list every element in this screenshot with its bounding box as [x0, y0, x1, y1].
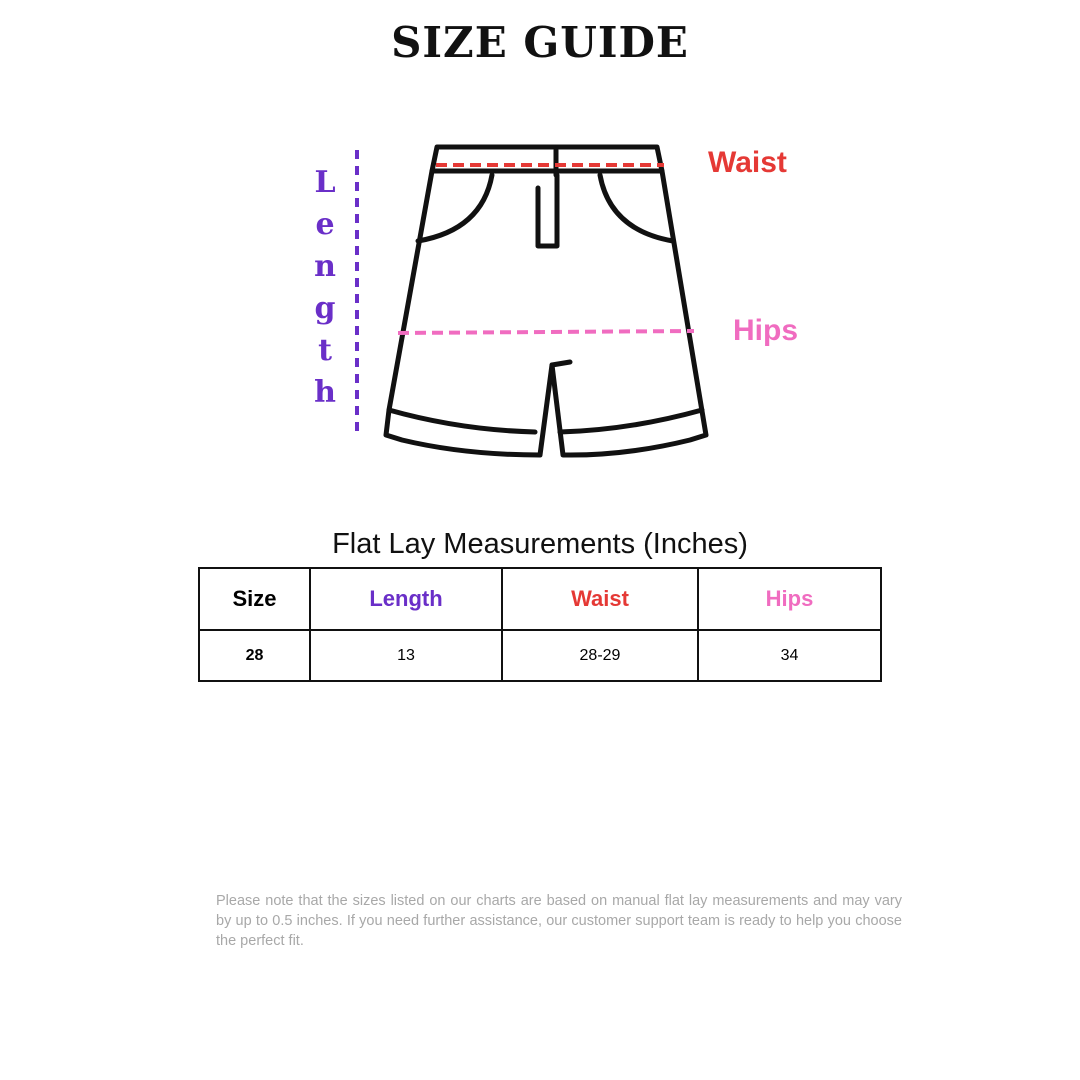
- cell-waist: 28-29: [502, 630, 698, 681]
- page-title: SIZE GUIDE: [391, 18, 689, 67]
- length-letter: e: [315, 207, 335, 242]
- table-row: [199, 630, 881, 681]
- header-length: Length: [310, 568, 502, 630]
- length-letter: L: [314, 165, 336, 200]
- cell-length: 13: [310, 630, 502, 681]
- length-letter: t: [318, 333, 332, 368]
- hips-measure-line: [398, 331, 694, 333]
- waist-label: Waist: [708, 146, 787, 179]
- header-hips: Hips: [698, 568, 881, 630]
- length-letter: n: [314, 249, 336, 284]
- length-letter: g: [314, 291, 336, 326]
- cell-hips: 34: [698, 630, 881, 681]
- shorts-outline-icon: [386, 147, 706, 455]
- hips-label: Hips: [733, 314, 799, 347]
- disclaimer-note: Please note that the sizes listed on our charts are based on manual flat lay measurements and may vary by up to 0.5 inches. If you need further assistance, our customer support team is ready to help you choose the perfect fit.: [216, 893, 902, 949]
- shorts-diagram: [290, 135, 810, 475]
- table-caption: Flat Lay Measurements (Inches): [332, 528, 748, 560]
- table-header-row: [199, 568, 881, 630]
- length-letter: h: [314, 375, 336, 410]
- cell-size: 28: [199, 630, 310, 681]
- header-waist: Waist: [502, 568, 698, 630]
- header-size: Size: [199, 568, 310, 630]
- size-table: [198, 567, 882, 682]
